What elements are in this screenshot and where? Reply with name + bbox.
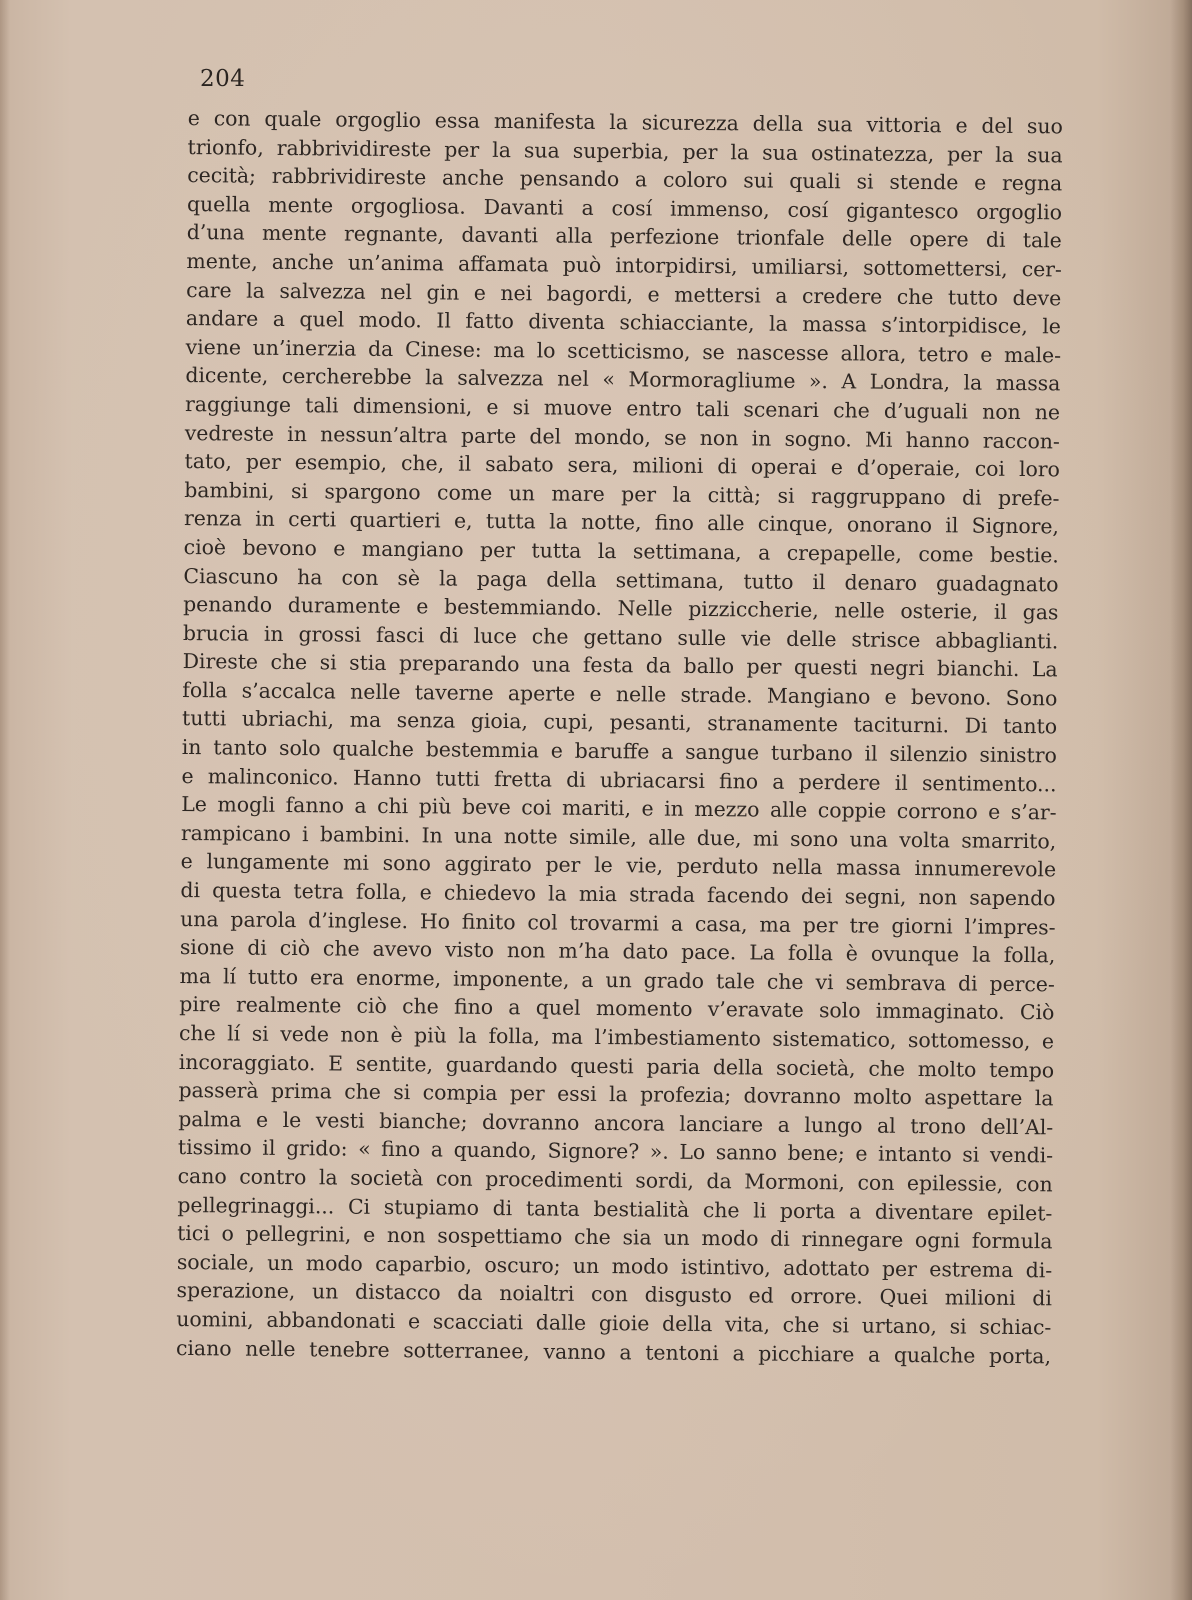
text-line: sione di ciò che avevo visto non m’ha dato pace. La folla è ovunque la folla, [179,935,1056,968]
text-line: e lungamente mi sono aggirato per le vie, perduto nella massa innumerevole [180,849,1057,882]
page-left-edge-shadow [0,0,10,1600]
text-line: Ciascuno ha con sè la paga della settimana, tutto il denaro guadagnato [183,563,1059,596]
text-line: tato, per esempio, che, il sabato sera, milioni di operai e d’operaie, coi loro [184,449,1060,482]
text-line: trionfo, rabbrividireste per la sua superbia, per la sua ostinatezza, per la sua [187,134,1063,167]
text-line: tissimo il grido: « fino a quando, Signore? ». Lo sanno bene; e intanto si vendi- [177,1135,1054,1168]
page-number: 204 [200,66,246,92]
text-line: sociale, un modo caparbio, oscuro; un modo istintivo, adottato per estrema di- [176,1249,1053,1283]
text-line: tici o pellegrini, e non sospettiamo che sia un modo di rinnegare ogni formula [177,1221,1053,1254]
text-line: cecità; rabbrividireste anche pensando a coloro sui quali si stende e regna [187,163,1063,196]
text-line: cano contro la società con procedimenti sordi, da Mormoni, con epilessie, con [177,1163,1053,1197]
text-line: Direste che si stia preparando una festa da ballo per questi negri bianchi. La [182,649,1058,682]
text-line: brucia in grossi fasci di luce che gettano sulle vie delle strisce abbaglianti. [182,620,1059,654]
text-line: uomini, abbandonati e scacciati dalle gioie della vita, che si urtano, si schiac- [176,1306,1052,1340]
text-line: vedreste in nessun’altra parte del mondo, se non in sogno. Mi hanno raccon- [184,420,1060,453]
text-line: quella mente orgogliosa. Davanti a cosí immenso, cosí gigantesco orgoglio [186,191,1063,225]
text-line: una parola d’inglese. Ho finito col trovarmi a casa, ma per tre giorni l’impres- [180,906,1056,939]
text-line: ciano nelle tenebre sotterranee, vanno a tentoni a picchiare a qualche porta, [175,1335,1052,1368]
text-line: cioè bevono e mangiano per tutta la settimana, a crepapelle, come bestie. [183,534,1059,568]
body-text [176,104,1063,1370]
text-line: di questa tetra folla, e chiedevo la mia strada facendo dei segni, non sapendo [180,877,1056,911]
text-line: e con quale orgoglio essa manifesta la sicurezza della sua vittoria e del suo [187,105,1063,139]
text-line: Le mogli fanno a chi più beve coi mariti, e in mezzo alle coppie corrono e s’ar- [181,792,1057,825]
text-line: in tanto solo qualche bestemmia e baruffe a sangue turbano il silenzio sinistro [181,735,1057,768]
text-line: che lí si vede non è più la folla, ma l’imbestiamento sistematico, sottomesso, e [178,1020,1055,1054]
text-line: penando duramente e bestemmiando. Nelle pizziccherie, nelle osterie, il gas [183,592,1059,625]
page-right-edge-shadow [1170,0,1192,1600]
text-line: e malinconico. Hanno tutti fretta di ubriacarsi fino a perdere il sentimento... [181,763,1057,797]
text-line: passerà prima che si compia per essi la profezia; dovranno molto aspettare la [178,1078,1054,1111]
text-line: viene un’inerzia da Cinese: ma lo scetticismo, se nascesse allora, tetro e male- [185,334,1062,368]
text-line: raggiunge tali dimensioni, e si muove entro tali scenari che d’uguali non ne [185,391,1061,425]
text-line: andare a quel modo. Il fatto diventa schiacciante, la massa s’intorpidisce, le [185,306,1062,339]
text-line: bambini, si spargono come un mare per la città; si raggruppano di prefe- [184,477,1060,511]
text-line: d’una mente regnante, davanti alla perfezione trionfale delle opere di tale [186,220,1062,253]
text-line: dicente, cercherebbe la salvezza nel « Mormoragliume ». A Londra, la massa [185,363,1061,396]
text-line: mente, anche un’anima affamata può intorpidirsi, umiliarsi, sottomettersi, cer- [186,248,1063,282]
text-line: rampicano i bambini. In una notte simile, alle due, mi sono una volta smarrito, [180,820,1057,854]
text-line: pellegrinaggi... Ci stupiamo di tanta bestialità che li porta a diventare epilet- [177,1192,1053,1225]
text-line: ma lí tutto era enorme, imponente, a un grado tale che vi sembrava di perce- [179,963,1055,997]
text-line: pire realmente ciò che fino a quel momento v’eravate solo immaginato. Ciò [179,992,1055,1025]
text-line: renza in certi quartieri e, tutta la notte, fino alle cinque, onorano il Signore, [183,506,1060,539]
text-line: care la salvezza nel gin e nei bagordi, e mettersi a credere che tutto deve [186,277,1062,310]
text-line: tutti ubriachi, ma senza gioia, cupi, pesanti, stranamente taciturni. Di tanto [181,706,1058,739]
text-line: sperazione, un distacco da noialtri con disgusto ed orrore. Quei milioni di [176,1278,1053,1311]
text-line: palma e le vesti bianche; dovranno ancora lanciare a lungo al trono dell’Al- [178,1106,1054,1140]
text-line: folla s’accalca nelle taverne aperte e nelle strade. Mangiano e bevono. Sono [182,677,1058,711]
text-line: incoraggiato. E sentite, guardando questi paria della società, che molto tempo [178,1049,1055,1082]
